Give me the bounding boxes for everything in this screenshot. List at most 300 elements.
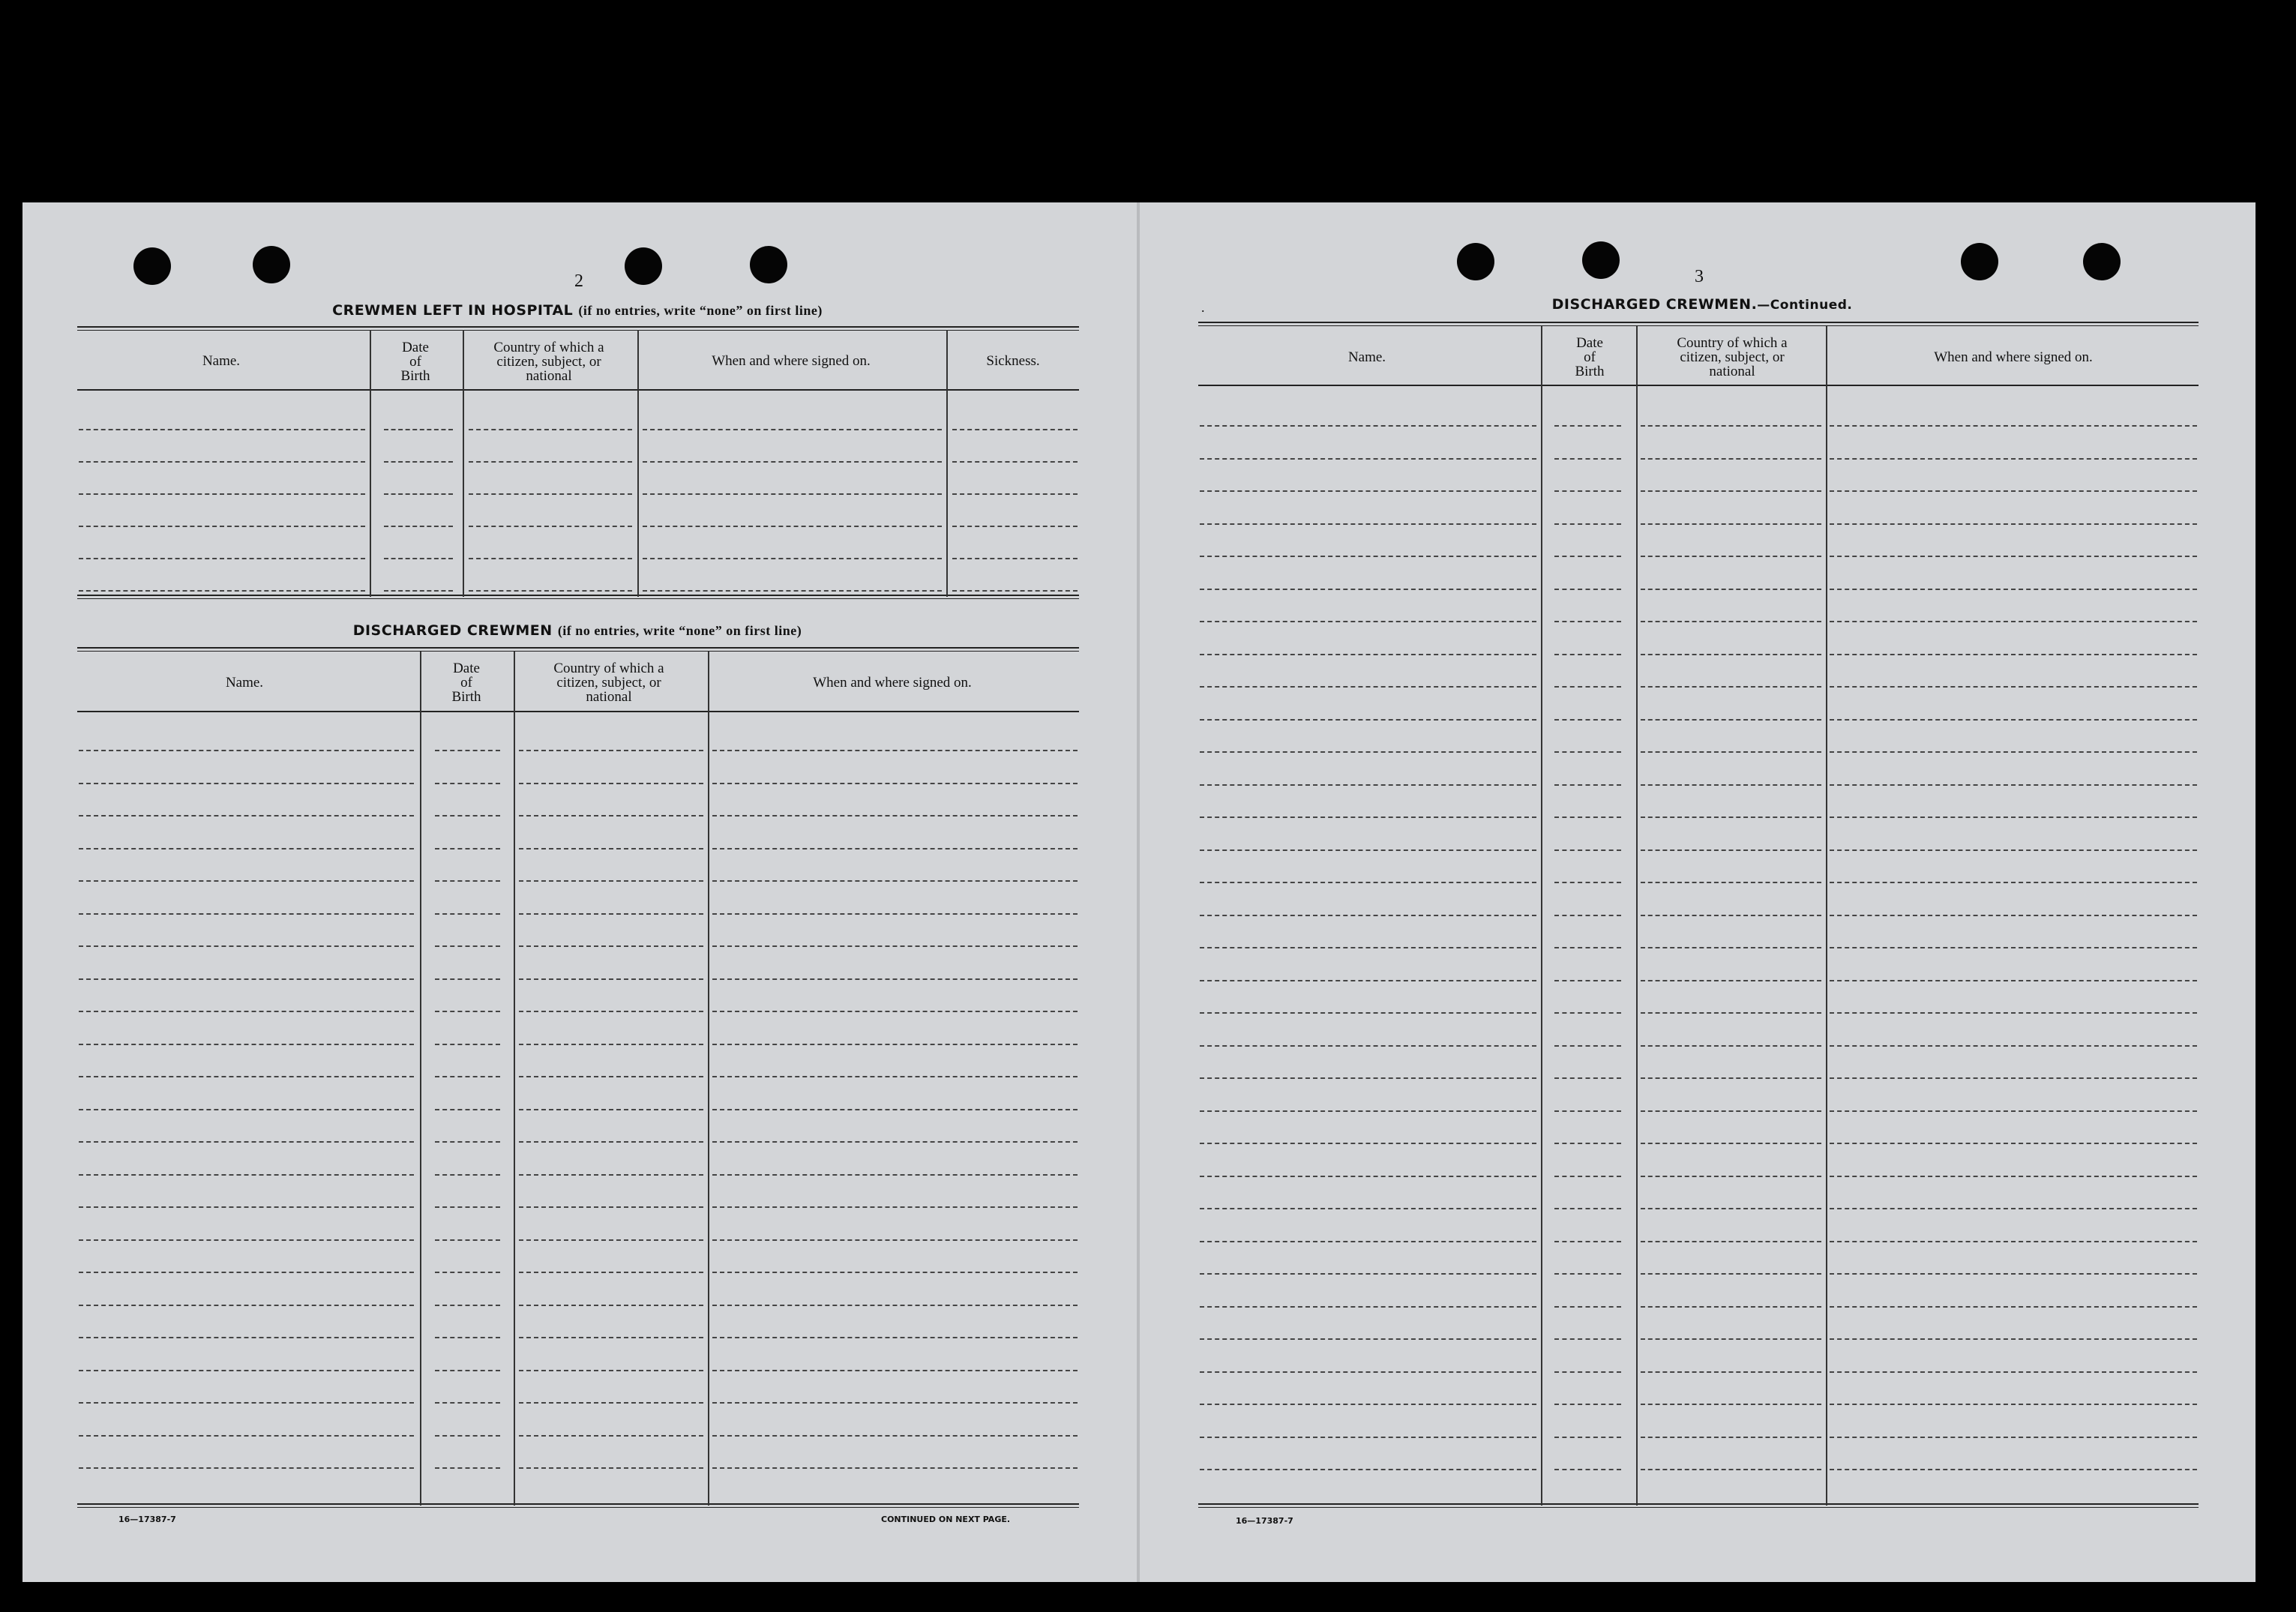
continued-note: CONTINUED ON NEXT PAGE. [881, 1515, 1011, 1524]
hospital-row-line [79, 429, 365, 430]
right-row-line [1200, 490, 1536, 492]
hospital-col-divider [463, 330, 464, 597]
hospital-row-line [384, 461, 453, 463]
right-row-line [1830, 1273, 2197, 1275]
page-fold [1137, 202, 1140, 1582]
right-row-line [1200, 1110, 1536, 1112]
right-row-line [1554, 458, 1621, 460]
left-form-number: 16—17387-7 [118, 1515, 176, 1524]
discharged-row-line [712, 1370, 1078, 1371]
discharged-row-line [519, 1272, 703, 1273]
discharged-row-line [712, 1011, 1078, 1012]
right-row-line [1641, 1208, 1821, 1209]
discharged-row-line [712, 848, 1078, 849]
right-row-line [1641, 1306, 1821, 1308]
discharged-row-line [435, 1305, 500, 1306]
right-row-line [1830, 1437, 2197, 1438]
discharged-row-line [79, 848, 414, 849]
discharged-row-line [712, 1402, 1078, 1404]
discharged-row-line [519, 1435, 703, 1437]
right-row-line [1200, 1012, 1536, 1014]
right-col-divider [1826, 326, 1827, 1506]
right-row-line [1200, 980, 1536, 981]
right-row-line [1830, 1241, 2197, 1242]
right-row-line [1200, 1045, 1536, 1047]
discharged-row-line [79, 1044, 414, 1045]
discharged-row-line [435, 1467, 500, 1469]
right-row-line [1641, 1077, 1821, 1079]
right-row-line [1641, 654, 1821, 655]
right-row-line [1554, 1012, 1621, 1014]
right-row-line [1830, 523, 2197, 525]
right-row-line [1830, 816, 2197, 818]
hospital-row-line [643, 590, 942, 592]
discharged-row-line [519, 1337, 703, 1338]
right-bottom-rule [1198, 1503, 2199, 1508]
hospital-row-line [79, 590, 365, 592]
punch-hole-2 [253, 246, 290, 283]
right-row-line [1200, 556, 1536, 557]
hospital-title: CREWMEN LEFT IN HOSPITAL [332, 302, 574, 319]
hospital-instruction: (if no entries, write “none” on first line) [578, 303, 823, 318]
hospital-row-line [469, 461, 632, 463]
right-row-line [1554, 816, 1621, 818]
hospital-row-line [469, 590, 632, 592]
discharged-row-line [79, 1337, 414, 1338]
discharged-row-line [435, 1370, 500, 1371]
hospital-row-line [384, 429, 453, 430]
page-number-left: 2 [574, 271, 583, 291]
discharged-row-line [79, 1435, 414, 1437]
right-row-line [1554, 980, 1621, 981]
right-row-line [1830, 686, 2197, 688]
right-row-line [1554, 1469, 1621, 1470]
right-row-line [1554, 849, 1621, 851]
right-row-line [1830, 1338, 2197, 1340]
discharged-row-line [79, 1076, 414, 1077]
hospital-row-line [952, 429, 1078, 430]
right-row-line [1200, 1469, 1536, 1470]
right-row-line [1200, 1176, 1536, 1177]
hospital-col-divider [946, 330, 948, 597]
right-row-line [1641, 425, 1821, 427]
discharged-row-line [519, 815, 703, 816]
discharged-row-line [712, 1239, 1078, 1241]
discharged-row-line [79, 945, 414, 947]
discharged-title: DISCHARGED CREWMEN [352, 622, 553, 639]
discharged-row-line [712, 945, 1078, 947]
discharged-row-line [435, 848, 500, 849]
right-row-line [1200, 425, 1536, 427]
discharged-row-line [79, 783, 414, 784]
discharged-row-line [435, 1239, 500, 1241]
discharged-row-line [435, 1044, 500, 1045]
discharged-row-line [519, 783, 703, 784]
right-row-line [1200, 751, 1536, 753]
discharged-row-line [519, 1076, 703, 1077]
right-row-line [1200, 458, 1536, 460]
right-row-line [1554, 1241, 1621, 1242]
right-row-line [1830, 1404, 2197, 1405]
right-row-line [1554, 490, 1621, 492]
right-row-line [1641, 1012, 1821, 1014]
right-row-line [1830, 1110, 2197, 1112]
hospital-row-line [952, 558, 1078, 559]
right-row-line [1641, 915, 1821, 916]
hospital-row-line [384, 526, 453, 527]
discharged-row-line [519, 1141, 703, 1143]
discharged-row-line [79, 1141, 414, 1143]
right-row-line [1200, 1143, 1536, 1144]
discharged-row-line [712, 1109, 1078, 1110]
discharged-row-line [79, 750, 414, 751]
right-row-line [1200, 1437, 1536, 1438]
right-row-line [1200, 1371, 1536, 1373]
right-col-country: Country of which a citizen, subject, or national [1677, 335, 1788, 379]
discharged-row-line [435, 1109, 500, 1110]
discharged-row-line [519, 1467, 703, 1469]
hospital-section-title [75, 302, 1080, 319]
right-row-line [1830, 849, 2197, 851]
right-row-line [1200, 947, 1536, 948]
hospital-row-line [952, 526, 1078, 527]
discharged-row-line [79, 1272, 414, 1273]
hospital-row-line [384, 558, 453, 559]
discharged-col-divider [420, 652, 421, 1506]
right-row-line [1830, 556, 2197, 557]
right-row-line [1554, 621, 1621, 622]
discharged-row-line [519, 1370, 703, 1371]
discharged-row-line [712, 1076, 1078, 1077]
right-top-rule [1198, 322, 2199, 326]
punch-hole-3 [625, 247, 662, 285]
hospital-row-line [952, 461, 1078, 463]
discharged-row-line [79, 978, 414, 980]
right-row-line [1200, 1241, 1536, 1242]
right-form-number: 16—17387-7 [1236, 1516, 1293, 1526]
discharged-row-line [712, 913, 1078, 915]
right-row-line [1641, 1110, 1821, 1112]
discharged-row-line [519, 913, 703, 915]
discharged-row-line [519, 1305, 703, 1306]
right-row-line [1554, 1208, 1621, 1209]
discharged-row-line [79, 1011, 414, 1012]
right-row-line [1830, 1176, 2197, 1177]
hospital-header-rule [77, 389, 1079, 391]
right-row-line [1554, 1437, 1621, 1438]
hospital-row-line [469, 558, 632, 559]
discharged-section-title [75, 622, 1080, 639]
right-header-rule [1198, 385, 2199, 386]
discharged-row-line [79, 1174, 414, 1176]
right-row-line [1200, 1273, 1536, 1275]
right-row-line [1200, 915, 1536, 916]
discharged-col-dob: Date of Birth [451, 661, 481, 705]
discharged-row-line [79, 1467, 414, 1469]
right-row-line [1830, 784, 2197, 786]
right-row-line [1554, 1176, 1621, 1177]
discharged-row-line [519, 1206, 703, 1208]
discharged-top-rule [77, 647, 1079, 652]
discharged-row-line [519, 880, 703, 882]
right-row-line [1554, 654, 1621, 655]
right-row-line [1830, 654, 2197, 655]
right-row-line [1641, 1241, 1821, 1242]
discharged-col-signed-on: When and where signed on. [813, 675, 972, 691]
continued-label: —Continued. [1757, 298, 1853, 313]
punch-hole-8 [2083, 243, 2121, 280]
right-margin-dot: . [1201, 300, 1205, 315]
right-row-line [1200, 719, 1536, 721]
right-col-divider [1541, 326, 1542, 1506]
discharged-row-line [435, 1076, 500, 1077]
right-row-line [1641, 1143, 1821, 1144]
right-row-line [1641, 1273, 1821, 1275]
right-row-line [1554, 1273, 1621, 1275]
hospital-row-line [384, 493, 453, 495]
discharged-continued-title: DISCHARGED CREWMEN. [1551, 296, 1758, 313]
discharged-row-line [435, 750, 500, 751]
hospital-bottom-rule [77, 595, 1079, 599]
hospital-row-line [79, 461, 365, 463]
right-row-line [1830, 1371, 2197, 1373]
hospital-row-line [469, 526, 632, 527]
hospital-col-signed-on: When and where signed on. [712, 353, 871, 369]
hospital-col-country: Country of which a citizen, subject, or national [493, 340, 604, 384]
right-row-line [1641, 621, 1821, 622]
right-row-line [1641, 849, 1821, 851]
discharged-row-line [435, 1011, 500, 1012]
right-row-line [1554, 1045, 1621, 1047]
hospital-row-line [643, 429, 942, 430]
hospital-row-line [79, 493, 365, 495]
right-row-line [1554, 425, 1621, 427]
hospital-row-line [643, 493, 942, 495]
left-bottom-rule [77, 1503, 1079, 1508]
discharged-row-line [435, 1141, 500, 1143]
right-row-line [1554, 719, 1621, 721]
hospital-row-line [952, 590, 1078, 592]
discharged-col-name: Name. [225, 675, 264, 691]
hospital-row-line [643, 558, 942, 559]
discharged-row-line [435, 815, 500, 816]
right-row-line [1641, 1404, 1821, 1405]
right-row-line [1554, 523, 1621, 525]
right-col-dob: Date of Birth [1575, 335, 1605, 379]
right-row-line [1641, 1371, 1821, 1373]
right-row-line [1641, 458, 1821, 460]
discharged-row-line [79, 1305, 414, 1306]
hospital-row-line [643, 526, 942, 527]
right-row-line [1641, 589, 1821, 590]
hospital-row-line [79, 526, 365, 527]
discharged-row-line [435, 1272, 500, 1273]
discharged-row-line [435, 783, 500, 784]
right-row-line [1554, 1338, 1621, 1340]
punch-hole-7 [1961, 243, 1998, 280]
left-form-page [22, 202, 1138, 1582]
right-row-line [1554, 947, 1621, 948]
right-row-line [1830, 621, 2197, 622]
right-row-line [1641, 719, 1821, 721]
discharged-continued-section-title [1200, 296, 2205, 313]
right-row-line [1830, 882, 2197, 883]
discharged-row-line [712, 1141, 1078, 1143]
punch-hole-1 [133, 247, 171, 285]
right-row-line [1200, 1077, 1536, 1079]
right-row-line [1200, 589, 1536, 590]
right-row-line [1200, 816, 1536, 818]
right-row-line [1830, 751, 2197, 753]
right-row-line [1830, 947, 2197, 948]
discharged-row-line [712, 1467, 1078, 1469]
discharged-row-line [79, 815, 414, 816]
right-col-signed-on: When and where signed on. [1934, 349, 2093, 365]
right-row-line [1830, 1469, 2197, 1470]
discharged-row-line [79, 1402, 414, 1404]
discharged-row-line [435, 1174, 500, 1176]
right-row-line [1641, 1469, 1821, 1470]
discharged-row-line [435, 945, 500, 947]
right-row-line [1200, 621, 1536, 622]
discharged-row-line [79, 913, 414, 915]
right-row-line [1200, 1306, 1536, 1308]
right-row-line [1830, 1143, 2197, 1144]
discharged-row-line [519, 1174, 703, 1176]
right-row-line [1200, 849, 1536, 851]
discharged-row-line [79, 1206, 414, 1208]
discharged-row-line [712, 880, 1078, 882]
right-row-line [1830, 1208, 2197, 1209]
right-row-line [1554, 784, 1621, 786]
hospital-row-line [384, 590, 453, 592]
page-number-right: 3 [1695, 267, 1704, 286]
right-row-line [1554, 1077, 1621, 1079]
hospital-row-line [952, 493, 1078, 495]
discharged-row-line [712, 1044, 1078, 1045]
discharged-row-line [435, 913, 500, 915]
discharged-row-line [519, 1109, 703, 1110]
right-row-line [1554, 556, 1621, 557]
right-row-line [1641, 1045, 1821, 1047]
punch-hole-6 [1582, 241, 1620, 279]
discharged-row-line [435, 978, 500, 980]
right-col-divider [1636, 326, 1638, 1506]
discharged-row-line [435, 880, 500, 882]
discharged-row-line [519, 1402, 703, 1404]
right-row-line [1830, 1045, 2197, 1047]
hospital-col-divider [370, 330, 371, 597]
punch-hole-4 [750, 246, 787, 283]
discharged-row-line [435, 1206, 500, 1208]
discharged-col-divider [708, 652, 709, 1506]
discharged-row-line [712, 783, 1078, 784]
right-row-line [1554, 589, 1621, 590]
right-row-line [1641, 947, 1821, 948]
right-row-line [1830, 980, 2197, 981]
right-row-line [1641, 556, 1821, 557]
right-row-line [1200, 784, 1536, 786]
right-row-line [1200, 654, 1536, 655]
right-row-line [1830, 425, 2197, 427]
discharged-row-line [712, 1174, 1078, 1176]
right-row-line [1554, 1404, 1621, 1405]
discharged-row-line [519, 750, 703, 751]
right-row-line [1830, 719, 2197, 721]
right-row-line [1554, 1143, 1621, 1144]
right-row-line [1830, 458, 2197, 460]
right-row-line [1641, 1176, 1821, 1177]
discharged-header-rule [77, 711, 1079, 712]
right-row-line [1554, 751, 1621, 753]
right-row-line [1200, 1338, 1536, 1340]
right-row-line [1554, 1110, 1621, 1112]
discharged-col-divider [514, 652, 515, 1506]
hospital-col-name: Name. [202, 353, 241, 369]
discharged-row-line [79, 880, 414, 882]
right-row-line [1641, 882, 1821, 883]
discharged-row-line [519, 1239, 703, 1241]
right-row-line [1641, 1437, 1821, 1438]
hospital-col-dob: Date of Birth [400, 340, 430, 384]
right-row-line [1200, 882, 1536, 883]
discharged-row-line [712, 750, 1078, 751]
discharged-row-line [519, 848, 703, 849]
discharged-row-line [79, 1370, 414, 1371]
discharged-row-line [712, 815, 1078, 816]
right-row-line [1641, 751, 1821, 753]
hospital-top-rule [77, 326, 1079, 331]
discharged-row-line [519, 1044, 703, 1045]
right-row-line [1641, 490, 1821, 492]
discharged-row-line [519, 978, 703, 980]
right-row-line [1554, 915, 1621, 916]
right-row-line [1641, 980, 1821, 981]
right-col-name: Name. [1347, 349, 1386, 365]
right-row-line [1641, 816, 1821, 818]
right-row-line [1641, 784, 1821, 786]
right-row-line [1830, 1077, 2197, 1079]
discharged-row-line [519, 1011, 703, 1012]
right-row-line [1830, 1306, 2197, 1308]
discharged-row-line [435, 1435, 500, 1437]
discharged-row-line [712, 1206, 1078, 1208]
hospital-row-line [469, 429, 632, 430]
hospital-row-line [643, 461, 942, 463]
right-row-line [1641, 523, 1821, 525]
hospital-col-divider [637, 330, 639, 597]
hospital-row-line [469, 493, 632, 495]
discharged-row-line [435, 1337, 500, 1338]
discharged-col-country: Country of which a citizen, subject, or national [553, 661, 664, 705]
right-row-line [1554, 882, 1621, 883]
right-row-line [1200, 1208, 1536, 1209]
discharged-row-line [712, 1305, 1078, 1306]
right-row-line [1830, 1012, 2197, 1014]
right-row-line [1200, 1404, 1536, 1405]
right-row-line [1830, 589, 2197, 590]
discharged-row-line [712, 1272, 1078, 1273]
discharged-row-line [712, 1337, 1078, 1338]
discharged-row-line [435, 1402, 500, 1404]
right-row-line [1200, 686, 1536, 688]
punch-hole-5 [1457, 243, 1494, 280]
discharged-row-line [79, 1109, 414, 1110]
right-row-line [1554, 1371, 1621, 1373]
right-form-page [1138, 202, 2256, 1582]
discharged-row-line [79, 1239, 414, 1241]
right-row-line [1554, 686, 1621, 688]
